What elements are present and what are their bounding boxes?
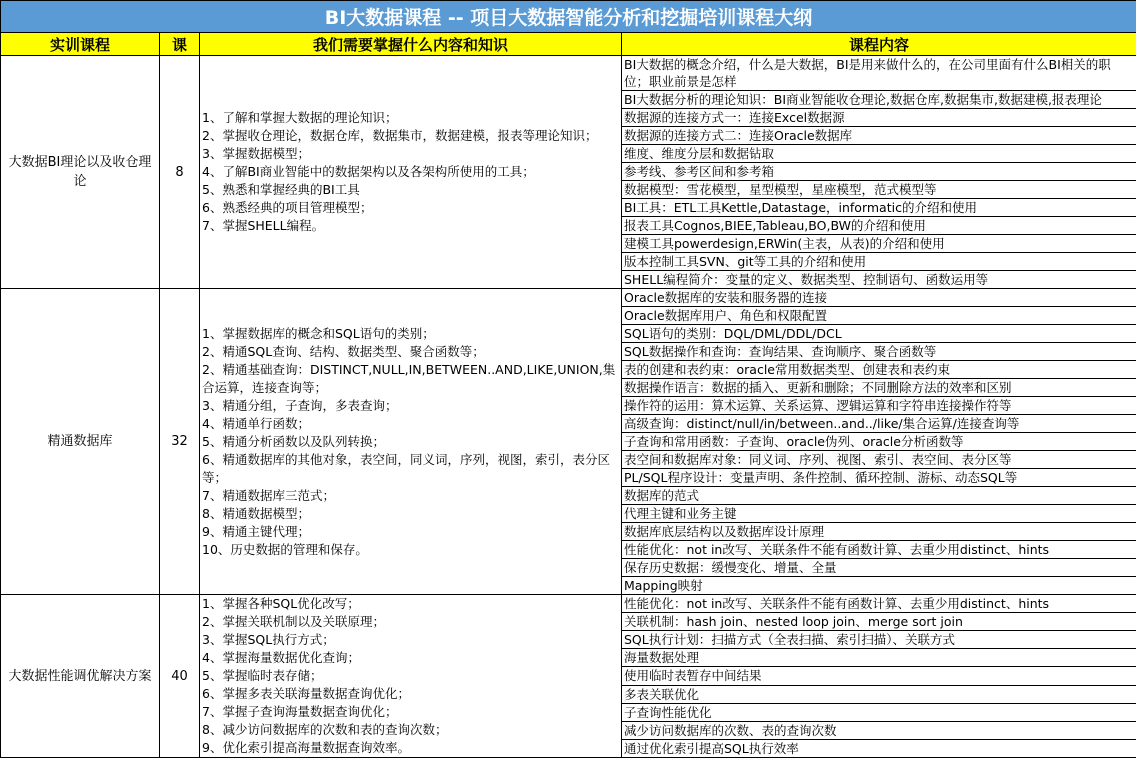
- content-item: 建模工具powerdesign,ERWin(主表，从表)的介绍和使用: [622, 235, 1136, 253]
- knowledge-item: 2、掌握收仓理论，数据仓库，数据集市，数据建模，报表等理论知识；: [202, 128, 598, 143]
- content-item: Mapping映射: [622, 577, 1136, 595]
- content-item: 多表关联优化: [622, 685, 1136, 703]
- content-item: BI大数据的概念介绍，什么是大数据，BI是用来做什么的，在公司里面有什么BI相关的职位；职业前景是怎样: [622, 56, 1136, 91]
- content-item: 数据源的连接方式二：连接Oracle数据库: [622, 127, 1136, 145]
- knowledge-cell: [200, 56, 622, 289]
- knowledge-item: 6、掌握多表关联海量数据查询优化；: [202, 686, 410, 701]
- table-row: [1, 289, 1136, 307]
- content-item: 高级查询：distinct/null/in/between..and../like/集合运算/连接查询等: [622, 415, 1136, 433]
- content-item: 数据模型：雪花模型，星型模型，星座模型，范式模型等: [622, 181, 1136, 199]
- knowledge-item: 10、历史数据的管理和保存。: [202, 541, 368, 557]
- knowledge-item: 4、掌握海量数据优化查询；: [202, 650, 360, 665]
- knowledge-item: 4、了解BI商业智能中的数据架构以及各架构所使用的工具；: [202, 164, 535, 179]
- content-item: SQL数据操作和查询：查询结果、查询顺序、聚合函数等: [622, 343, 1136, 361]
- content-item: 使用临时表暂存中间结果: [622, 667, 1136, 685]
- course-name-cell: 精通数据库: [1, 289, 160, 595]
- content-item: Oracle数据库的安装和服务器的连接: [622, 289, 1136, 307]
- knowledge-item: 5、精通分析函数以及队列转换；: [202, 433, 385, 449]
- content-item: 性能优化：not in改写、关联条件不能有函数计算、去重少用distinct、hints: [622, 595, 1136, 613]
- knowledge-item: 2、精通基础查询：DISTINCT,NULL,IN,BETWEEN..AND,LIKE,UNION,集合运算，连接查询等；: [202, 361, 616, 395]
- knowledge-item: 7、掌握SHELL编程。: [202, 218, 325, 233]
- knowledge-item: 6、熟悉经典的项目管理模型；: [202, 200, 373, 215]
- knowledge-item: 3、精通分组，子查询，多表查询；: [202, 397, 398, 413]
- content-item: 数据操作语言：数据的插入、更新和删除；不同删除方法的效率和区别: [622, 379, 1136, 397]
- content-item: 表空间和数据库对象：同义词、序列、视图、索引、表空间、表分区等: [622, 451, 1136, 469]
- course-name-cell: 大数据性能调优解决方案: [1, 595, 160, 758]
- content-item: SQL语句的类别：DQL/DML/DDL/DCL: [622, 325, 1136, 343]
- content-item: 维度、维度分层和数据钻取: [622, 145, 1136, 163]
- knowledge-item: 7、精通数据库三范式；: [202, 487, 335, 503]
- knowledge-cell: [200, 595, 622, 758]
- content-item: 关联机制：hash join、nested loop join、merge sort join: [622, 613, 1136, 631]
- knowledge-item: 5、掌握临时表存储；: [202, 668, 323, 683]
- knowledge-item: 5、熟悉和掌握经典的BI工具: [202, 182, 360, 197]
- knowledge-item: 2、精通SQL查询、结构、数据类型、聚合函数等；: [202, 343, 485, 359]
- content-item: PL/SQL程序设计：变量声明、条件控制、循环控制、游标、动态SQL等: [622, 469, 1136, 487]
- knowledge-item: 6、精通数据库的其他对象，表空间，同义词，序列，视图，索引，表分区等；: [202, 451, 610, 485]
- content-item: 保存历史数据：缓慢变化、增量、全量: [622, 559, 1136, 577]
- content-item: SQL执行计划：扫描方式（全表扫描、索引扫描）、关联方式: [622, 631, 1136, 649]
- content-item: 通过优化索引提高SQL执行效率: [622, 739, 1136, 757]
- content-item: 性能优化：not in改写、关联条件不能有函数计算、去重少用distinct、hints: [622, 541, 1136, 559]
- content-item: 报表工具Cognos,BIEE,Tableau,BO,BW的介绍和使用: [622, 217, 1136, 235]
- content-item: BI工具：ETL工具Kettle,Datastage，informatic的介绍和使用: [622, 199, 1136, 217]
- course-hours-cell: 40: [160, 595, 200, 758]
- content-item: 参考线、参考区间和参考箱: [622, 163, 1136, 181]
- knowledge-item: 7、掌握子查询海量数据查询优化；: [202, 704, 398, 719]
- header-knowledge: 我们需要掌握什么内容和知识: [200, 33, 622, 56]
- content-item: 代理主键和业务主键: [622, 505, 1136, 523]
- content-item: 数据源的连接方式一：连接Excel数据源: [622, 109, 1136, 127]
- content-item: 数据库底层结构以及数据库设计原理: [622, 523, 1136, 541]
- content-item: SHELL编程简介：变量的定义、数据类型、控制语句、函数运用等: [622, 271, 1136, 289]
- table-row: [1, 56, 1136, 91]
- course-hours-cell: 32: [160, 289, 200, 595]
- content-item: 版本控制工具SVN、git等工具的介绍和使用: [622, 253, 1136, 271]
- header-content: 课程内容: [622, 33, 1136, 56]
- content-item: 数据库的范式: [622, 487, 1136, 505]
- knowledge-item: 8、精通数据模型；: [202, 505, 310, 521]
- knowledge-item: 8、减少访问数据库的次数和表的查询次数；: [202, 722, 448, 737]
- knowledge-item: 1、掌握数据库的概念和SQL语句的类别；: [202, 325, 435, 341]
- content-item: 操作符的运用：算术运算、关系运算、逻辑运算和字符串连接操作符等: [622, 397, 1136, 415]
- header-hours: 课: [160, 33, 200, 56]
- content-item: 海量数据处理: [622, 649, 1136, 667]
- knowledge-item: 2、掌握关联机制以及关联原理；: [202, 614, 385, 629]
- knowledge-item: 9、精通主键代理；: [202, 523, 310, 539]
- content-item: BI大数据分析的理论知识：BI商业智能收仓理论,数据仓库,数据集市,数据建模,报表理论: [622, 91, 1136, 109]
- knowledge-cell: [200, 289, 622, 595]
- header-course: 实训课程: [1, 33, 160, 56]
- course-name-cell: 大数据BI理论以及收仓理论: [1, 56, 160, 289]
- knowledge-item: 4、精通单行函数；: [202, 415, 310, 431]
- course-hours-cell: 8: [160, 56, 200, 289]
- knowledge-item: 1、掌握各种SQL优化改写；: [202, 596, 360, 611]
- knowledge-item: 3、掌握数据模型；: [202, 146, 310, 161]
- knowledge-item: 9、优化索引提高海量数据查询效率。: [202, 740, 410, 755]
- content-item: 子查询性能优化: [622, 703, 1136, 721]
- page-title: BI大数据课程 -- 项目大数据智能分析和挖掘培训课程大纲: [1, 1, 1136, 33]
- content-item: 减少访问数据库的次数、表的查询次数: [622, 721, 1136, 739]
- content-item: Oracle数据库用户、角色和权限配置: [622, 307, 1136, 325]
- table-row: [1, 595, 1136, 613]
- knowledge-item: 3、掌握SQL执行方式；: [202, 632, 335, 647]
- content-item: 子查询和常用函数：子查询、oracle伪列、oracle分析函数等: [622, 433, 1136, 451]
- knowledge-item: 1、了解和掌握大数据的理论知识；: [202, 110, 398, 125]
- content-item: 表的创建和表约束：oracle常用数据类型、创建表和表约束: [622, 361, 1136, 379]
